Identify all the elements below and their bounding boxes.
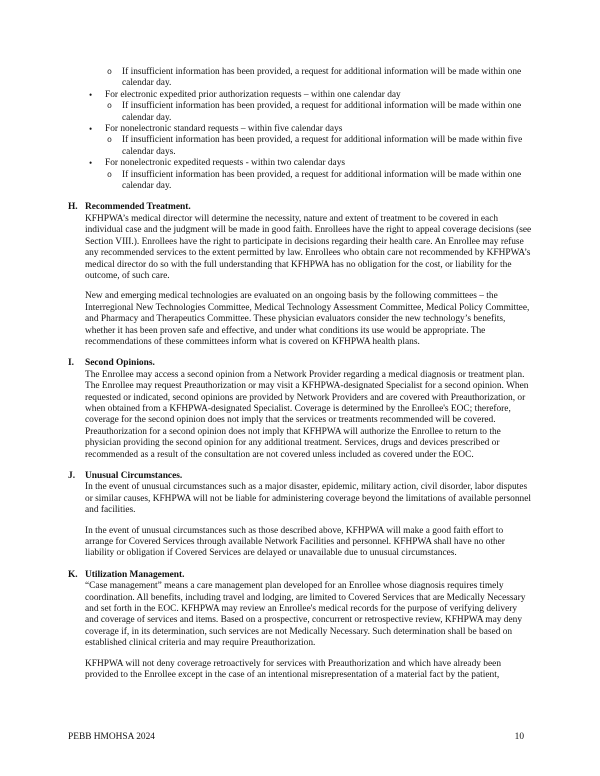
section-heading xyxy=(85,570,532,581)
paragraph: “Case management” means a care management plan developed for an Enrollee whose diagnosis requires timely coordination. All benefits, including travel and lodging, are limited to Covered Services that are Medically Necessary and set forth in the EOC. KFHPWA may review an Enrollee's medical records for the purpose of verifying delivery and coverage of services and items. Based on a prospective, concurrent or retrospective review, KFHPWA may deny coverage if, in its determination, such services are not Medically Necessary. Such determination shall be based on established clinical criteria and may require Preauthorization. xyxy=(85,581,526,649)
list-item-text: If insufficient information has been provided, a request for additional information will be made within one calendar day. xyxy=(122,67,522,89)
section-second-opinions xyxy=(68,358,532,461)
footer-doc-title: PEBB HMOHSA 2024 xyxy=(68,731,155,742)
bullet-marker: • xyxy=(89,124,93,135)
list-item-text: If insufficient information has been provided, a request for additional information will be made within one calendar day. xyxy=(122,169,522,192)
paragraph: In the event of unusual circumstances such as those described above, KFHPWA will make a good faith effort to arrange for Covered Services through available Network Facilities and personnel. KFHPWA shall have no other liability or obligation if Covered Services are delayed or unavailable due to unusual circumstances. xyxy=(85,525,505,559)
paragraph: In the event of unusual circumstances such as a major disaster, epidemic, military action, civil disorder, labor disputes or similar causes, KFHPWA will not be liable for administering coverage beyond the limitations of available personnel and facilities. xyxy=(85,482,531,516)
section-title: Unusual Circumstances. xyxy=(85,471,183,481)
list-item xyxy=(68,101,532,124)
page-footer xyxy=(68,732,532,743)
section-heading xyxy=(85,471,532,482)
section-body xyxy=(85,482,532,559)
sub-bullet-marker: o xyxy=(107,102,112,112)
bullet-marker: • xyxy=(89,158,93,169)
list-item-text: If insufficient information has been provided, a request for additional information will be made within five calendar days. xyxy=(122,135,523,157)
section-title: Utilization Management. xyxy=(85,569,185,580)
list-item xyxy=(68,170,532,193)
paragraph: KFHPWA will not deny coverage retroactively for services with Preauthorization and which have already been provided to the Enrollee except in the case of an intentional misrepresentation of a material fact by the patient, xyxy=(85,658,502,681)
list-item-text: For electronic expedited prior authorization requests – within one calendar day xyxy=(105,89,401,100)
paragraph: New and emerging medical technologies are evaluated on an ongoing basis by the following committees – the Interregional New Technologies Committee, Medical Technology Assessment Committee, Medical Policy Committee, and Pharmacy and Therapeutics Committee. These physician evaluators consider the new technology’s benefits, whether it has been proven safe and effective, and under what conditions its use would be appropriate. The recommendations of these committees inform what is covered on KFHPWA health plans. xyxy=(85,291,530,347)
list-item xyxy=(68,135,532,158)
section-title: Recommended Treatment. xyxy=(85,202,191,213)
list-item-text: For nonelectronic expedited requests - within two calendar days xyxy=(105,158,346,169)
section-letter: K. xyxy=(68,569,78,580)
bullet-marker: • xyxy=(89,89,93,100)
section-utilization-management xyxy=(68,570,532,682)
section-recommended-treatment xyxy=(68,202,532,348)
authorization-timeline-list xyxy=(68,67,532,192)
sub-bullet-marker: o xyxy=(107,68,112,77)
section-body xyxy=(85,214,532,348)
sub-bullet-marker: o xyxy=(107,170,112,180)
list-item xyxy=(68,158,532,169)
list-item xyxy=(68,90,532,101)
list-item-text: If insufficient information has been provided, a request for additional information will be made within one calendar day. xyxy=(122,101,522,123)
section-letter: J. xyxy=(68,471,76,481)
paragraph: KFHPWA’s medical director will determine the necessity, nature and extent of treatment to be covered in each individual case and the judgment will be made in good faith. Enrollees have the right to appeal coverage decisions (see Section VIII.). Enrollees have the right to participate in decisions regarding their health care. An Enrollee may refuse any recommended services to the extent permitted by law. Enrollees who obtain care not recommended by KFHPWA’s medical director do so with the full understanding that KFHPWA has no obligation for the cost, or liability for the outcome, of such care. xyxy=(85,213,532,281)
section-letter: I. xyxy=(68,358,74,369)
section-body xyxy=(85,370,532,461)
list-item xyxy=(68,67,532,90)
section-letter: H. xyxy=(68,202,78,213)
section-unusual-circumstances xyxy=(68,471,532,560)
section-heading xyxy=(85,202,532,213)
footer-page-number: 10 xyxy=(514,731,524,742)
paragraph: The Enrollee may access a second opinion from a Network Provider regarding a medical diagnosis or treatment plan. The Enrollee may request Preauthorization or may visit a KFHPWA-designated Specialist for a second opinion. When requested or indicated, second opinions are provided by Network Providers and are covered with Preauthorization, or when obtained from a KFHPWA-designated Specialist. Coverage is determined by the Enrollee's EOC; therefore, coverage for the second opinion does not imply that the services or treatments recommended will be covered. Preauthorization for a second opinion does not imply that KFHPWA will authorize the Enrollee to return to the physician providing the second opinion for any additional treatment. Services, drugs and devices prescribed or recommended as a result of the consultation are not covered unless included as covered under the EOC. xyxy=(85,369,529,460)
section-body xyxy=(85,581,532,681)
list-item xyxy=(68,124,532,135)
sub-bullet-marker: o xyxy=(107,136,112,146)
list-item-text: For nonelectronic standard requests – within five calendar days xyxy=(105,124,343,135)
section-heading xyxy=(85,358,532,369)
section-title: Second Opinions. xyxy=(85,358,155,369)
